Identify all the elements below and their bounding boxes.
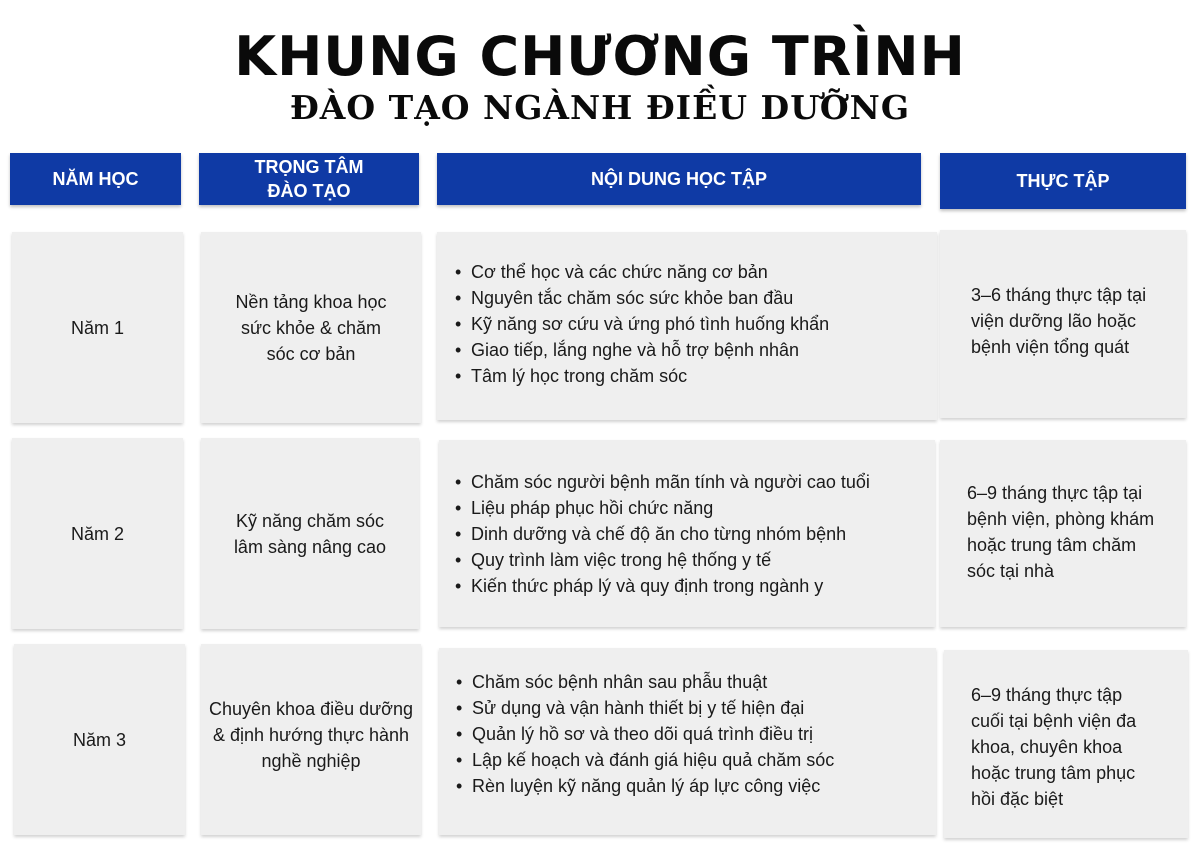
header-focus-line2: ĐÀO TẠO: [267, 181, 351, 201]
row1-internship-line: viện dưỡng lão hoặc: [971, 311, 1136, 331]
row2-internship-line: 6–9 tháng thực tập tại: [967, 483, 1143, 503]
row1-internship: [971, 282, 1146, 360]
row2-internship-line: hoặc trung tâm chăm: [967, 535, 1137, 555]
row1-focus-cell: [201, 232, 421, 423]
row1-internship-cell: [940, 230, 1186, 418]
list-item: • Dinh dưỡng và chế độ ăn cho từng nhóm bệnh: [453, 521, 870, 547]
list-item: • Giao tiếp, lắng nghe và hỗ trợ bệnh nhân: [453, 337, 829, 363]
list-item: • Sử dụng và vận hành thiết bị y tế hiện đại: [454, 695, 834, 721]
row3-internship-line: hoặc trung tâm phục: [971, 763, 1136, 783]
header-content: [437, 153, 921, 205]
list-item: • Liệu pháp phục hồi chức năng: [453, 495, 870, 521]
row2-focus-line: lâm sàng nâng cao: [233, 536, 387, 557]
row3-internship: [971, 682, 1136, 812]
row1-internship-line: 3–6 tháng thực tập tại: [971, 285, 1147, 305]
row2-focus-line: Kỹ năng chăm sóc: [235, 510, 385, 531]
row3-internship-line: cuối tại bệnh viện đa: [971, 711, 1137, 731]
list-item: • Chăm sóc bệnh nhân sau phẫu thuật: [454, 669, 834, 695]
row1-year-cell: [12, 232, 183, 423]
row3-focus-line: nghề nghiệp: [261, 750, 361, 771]
row3-internship-line: 6–9 tháng thực tập: [971, 685, 1123, 705]
row3-focus-line: & định hướng thực hành: [212, 724, 410, 745]
list-item: • Lập kế hoạch và đánh giá hiệu quả chăm sóc: [454, 747, 834, 773]
row1-content-cell: [437, 232, 937, 420]
header-year-label: NĂM HỌC: [52, 169, 139, 189]
row3-focus-cell: [201, 644, 421, 835]
row1-internship-line: bệnh viện tổng quát: [971, 337, 1130, 357]
row2-focus: [226, 508, 394, 560]
list-item: • Kiến thức pháp lý và quy định trong ngành y: [453, 573, 870, 599]
row1-content-list: [453, 259, 829, 389]
row2-internship-line: bệnh viện, phòng khám: [967, 509, 1155, 529]
row1-focus-line: sóc cơ bản: [266, 343, 356, 364]
row2-content-cell: [439, 440, 935, 627]
list-item: • Quy trình làm việc trong hệ thống y tế: [453, 547, 870, 573]
page-subtitle: ĐÀO TẠO NGÀNH ĐIỀU DƯỠNG: [289, 88, 911, 127]
row2-internship-cell: [940, 440, 1186, 627]
header-year: [10, 153, 181, 205]
row2-content-list: [453, 469, 870, 599]
row1-focus: [227, 289, 394, 367]
header-internship: [940, 153, 1186, 209]
row2-internship-line: sóc tại nhà: [967, 561, 1055, 581]
row2-year-cell: [12, 438, 183, 629]
row3-year-cell: [14, 644, 185, 835]
header-focus: [199, 153, 419, 205]
row3-content-cell: [439, 648, 936, 835]
row3-year: Năm 3: [72, 729, 126, 750]
header-focus-line1: TRỌNG TÂM: [254, 157, 364, 177]
list-item: • Tâm lý học trong chăm sóc: [453, 363, 829, 389]
list-item: • Nguyên tắc chăm sóc sức khỏe ban đầu: [453, 285, 829, 311]
header-content-label: NỘI DUNG HỌC TẬP: [590, 169, 767, 189]
row3-internship-cell: [944, 650, 1188, 838]
header-internship-label: THỰC TẬP: [1016, 171, 1110, 191]
list-item: • Rèn luyện kỹ năng quản lý áp lực công việc: [454, 773, 834, 799]
row3-content-list: [454, 669, 834, 799]
list-item: • Quản lý hồ sơ và theo dõi quá trình điều trị: [454, 721, 834, 747]
row3-focus: [201, 696, 421, 774]
page-title: KHUNG CHƯƠNG TRÌNH: [234, 25, 966, 88]
row1-focus-line: Nền tảng khoa học: [235, 291, 387, 312]
row3-focus-line: Chuyên khoa điều dưỡng: [209, 698, 413, 719]
row2-focus-cell: [201, 438, 419, 629]
list-item: • Chăm sóc người bệnh mãn tính và người cao tuổi: [453, 469, 870, 495]
row2-year: Năm 2: [70, 523, 124, 544]
row1-year: Năm 1: [70, 317, 124, 338]
row1-focus-line: sức khỏe & chăm: [240, 317, 382, 338]
row3-internship-line: hồi đặc biệt: [971, 789, 1064, 809]
row2-internship: [967, 480, 1154, 584]
row3-internship-line: khoa, chuyên khoa: [971, 737, 1123, 757]
list-item: • Kỹ năng sơ cứu và ứng phó tình huống khẩn: [453, 311, 829, 337]
list-item: • Cơ thể học và các chức năng cơ bản: [453, 259, 829, 285]
